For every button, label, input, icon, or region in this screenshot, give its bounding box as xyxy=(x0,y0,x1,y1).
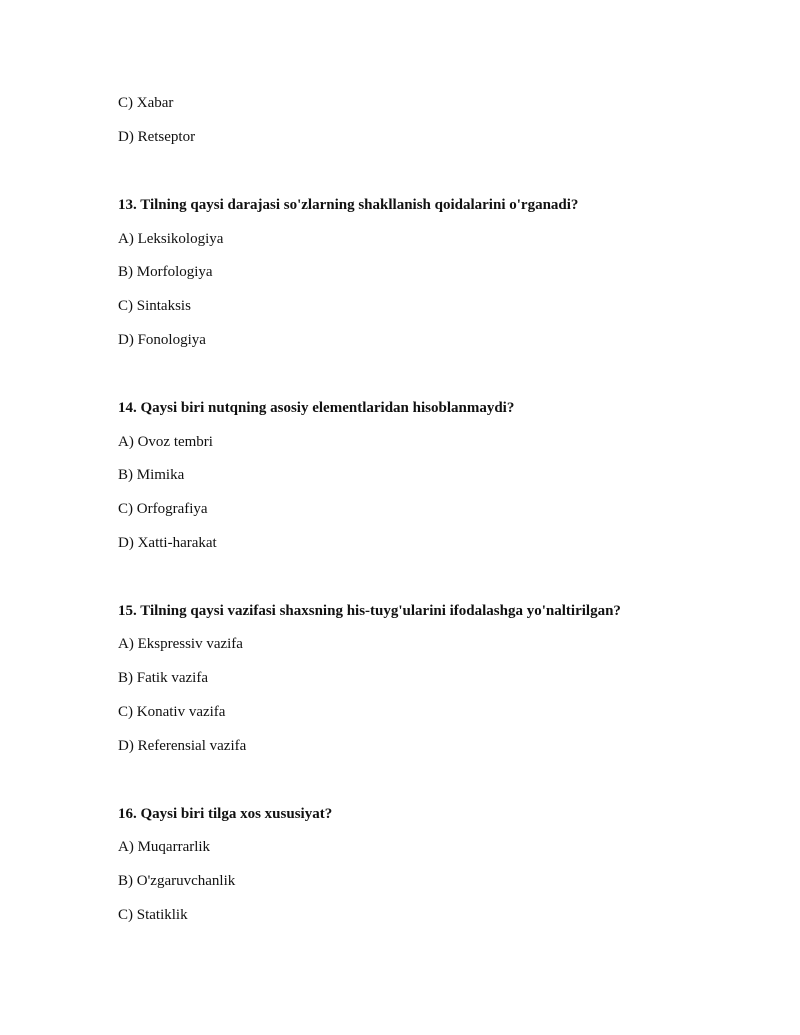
question-13-option-c: C) Sintaksis xyxy=(118,298,191,314)
question-13-option-d: D) Fonologiya xyxy=(118,332,206,348)
option-c-prev: C) Xabar xyxy=(118,95,174,111)
question-14: 14. Qaysi biri nutqning asosiy elementlaridan hisoblanmaydi? xyxy=(118,400,515,416)
question-13-option-a: A) Leksikologiya xyxy=(118,231,224,247)
question-15-option-b: B) Fatik vazifa xyxy=(118,670,208,686)
question-16: 16. Qaysi biri tilga xos xususiyat? xyxy=(118,806,333,822)
question-15-option-d: D) Referensial vazifa xyxy=(118,738,247,754)
question-14-option-b: B) Mimika xyxy=(118,467,185,483)
question-15-option-a: A) Ekspressiv vazifa xyxy=(118,636,243,652)
question-14-option-c: C) Orfografiya xyxy=(118,501,208,517)
question-16-option-c: C) Statiklik xyxy=(118,907,188,923)
question-14-option-d: D) Xatti-harakat xyxy=(118,535,217,551)
question-15-option-c: C) Konativ vazifa xyxy=(118,704,226,720)
question-15: 15. Tilning qaysi vazifasi shaxsning his-tuyg'ularini ifodalashga yo'naltirilgan? xyxy=(118,603,621,619)
question-14-option-a: A) Ovoz tembri xyxy=(118,434,213,450)
question-16-option-b: B) O'zgaruvchanlik xyxy=(118,873,236,889)
question-16-option-a: A) Muqarrarlik xyxy=(118,839,211,855)
question-13: 13. Tilning qaysi darajasi so'zlarning shakllanish qoidalarini o'rganadi? xyxy=(118,197,579,213)
question-13-option-b: B) Morfologiya xyxy=(118,264,213,280)
option-d-prev: D) Retseptor xyxy=(118,129,196,145)
